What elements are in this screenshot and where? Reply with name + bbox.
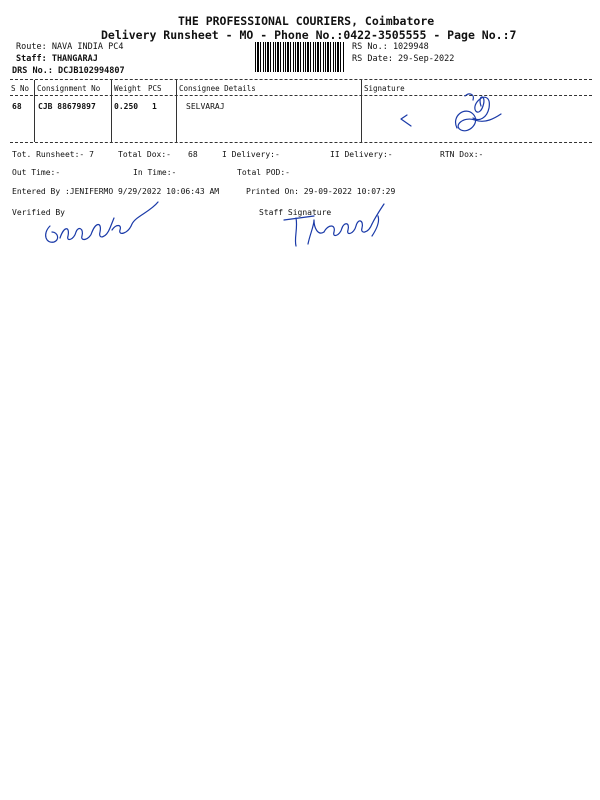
row-pcs: 1	[152, 102, 157, 111]
total-runsheet: Tot. Runsheet:- 7	[12, 150, 94, 159]
col-header-pcs: PCS	[148, 84, 162, 93]
signature-icon	[280, 198, 390, 253]
out-time: Out Time:-	[12, 168, 61, 177]
col-divider	[34, 80, 35, 142]
row-consignment-no: CJB 88679897	[38, 102, 96, 111]
col-divider	[176, 80, 177, 142]
row-sno: 68	[12, 102, 22, 111]
rs-number: RS No.: 1029948	[352, 42, 429, 52]
row-consignee: SELVARAJ	[186, 102, 225, 111]
total-pod: Total POD:-	[237, 168, 290, 177]
ii-delivery: II Delivery:-	[330, 150, 393, 159]
col-header-consignee: Consignee Details	[179, 84, 256, 93]
table-top-rule	[10, 79, 592, 80]
staff-label: Staff: THANGARAJ	[16, 54, 98, 64]
entered-by: Entered By :JENIFERMO 9/29/2022 10:06:43 AM	[12, 187, 220, 196]
col-divider	[361, 80, 362, 142]
runsheet-subtitle: Delivery Runsheet - MO - Phone No.:0422-3505555 - Page No.:7	[101, 28, 517, 42]
signature-icon	[40, 196, 165, 251]
col-header-signature: Signature	[364, 84, 405, 93]
row-weight: 0.250	[114, 102, 139, 111]
i-delivery: I Delivery:-	[222, 150, 280, 159]
drs-number: DRS No.: DCJB102994807	[12, 66, 125, 76]
col-header-consignment: Consignment No	[37, 84, 101, 93]
col-divider	[111, 80, 112, 142]
staff-signature-label: Staff Signature	[259, 208, 332, 217]
rtn-dox: RTN Dox:-	[440, 150, 484, 159]
signature-icon	[395, 88, 505, 143]
col-header-weight: Weight	[114, 84, 142, 93]
total-dox-label: Total Dox:-	[118, 150, 171, 159]
verified-by-label: Verified By	[12, 208, 65, 217]
col-header-sno: S No	[11, 84, 30, 93]
printed-on: Printed On: 29-09-2022 10:07:29	[246, 187, 396, 196]
company-title: THE PROFESSIONAL COURIERS, Coimbatore	[178, 14, 435, 28]
route-label: Route: NAVA INDIA PC4	[16, 42, 124, 52]
total-dox-value: 68	[188, 150, 198, 159]
barcode-icon	[255, 42, 345, 72]
in-time: In Time:-	[133, 168, 177, 177]
rs-date: RS Date: 29-Sep-2022	[352, 54, 455, 64]
